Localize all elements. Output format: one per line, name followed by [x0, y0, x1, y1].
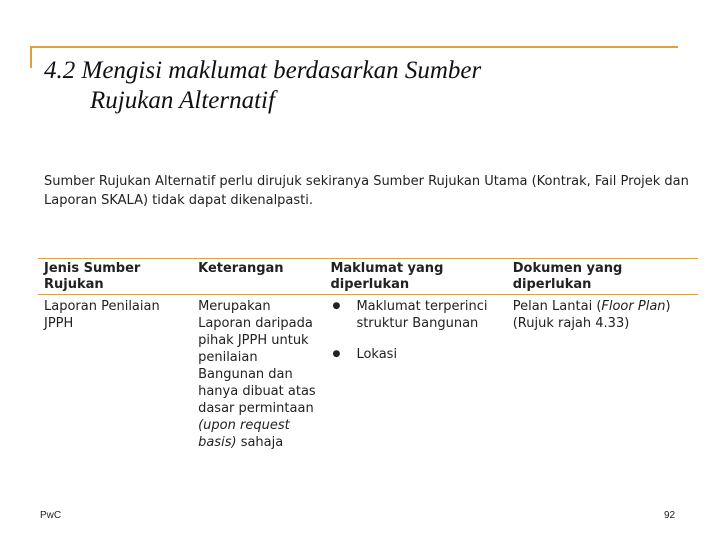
keterangan-italic: (upon request basis) [198, 418, 290, 450]
title-rule-top [30, 46, 678, 48]
header-dokumen: Dokumen yang diperlukan [507, 259, 698, 295]
cell-maklumat [324, 295, 506, 455]
cell-jenis: Laporan Penilaian JPPH [44, 299, 160, 331]
keterangan-main: Merupakan Laporan daripada pihak JPPH untuk penilaian Bangunan dan hanya dibuat atas dasar permintaan [198, 299, 316, 416]
dokumen-post: ) (Rujuk rajah 4.33) [512, 299, 671, 331]
slide-title-line1: 4.2 Mengisi maklumat berdasarkan Sumber [44, 57, 482, 84]
title-rule-left [30, 46, 32, 68]
dokumen-italic: Floor Plan [601, 299, 666, 314]
cell-keterangan [192, 295, 324, 455]
table-row [38, 295, 698, 455]
header-jenis: Jenis Sumber Rujukan [38, 259, 192, 295]
header-keterangan: Keterangan [192, 259, 324, 295]
slide-title-line2: Rujukan Alternatif [90, 87, 275, 114]
maklumat-list [330, 298, 500, 363]
dokumen-pre: Pelan Lantai ( [512, 299, 602, 314]
page-number: 92 [664, 510, 676, 521]
header-maklumat: Maklumat yang diperlukan [324, 259, 506, 295]
cell-dokumen [507, 295, 698, 455]
reference-table [38, 258, 698, 454]
intro-paragraph: Sumber Rujukan Alternatif perlu dirujuk sekiranya Sumber Rujukan Utama (Kontrak, Fail Projek dan Laporan SKALA) tidak dapat dikenalpasti. [44, 174, 689, 208]
slide-title [44, 56, 694, 116]
footer-brand: PwC [40, 510, 62, 521]
list-item: ● Maklumat terperinci struktur Bangunan [330, 298, 500, 332]
keterangan-tail: sahaja [240, 435, 284, 450]
list-item: ● Lokasi [330, 346, 500, 363]
table-header-row [38, 259, 698, 295]
